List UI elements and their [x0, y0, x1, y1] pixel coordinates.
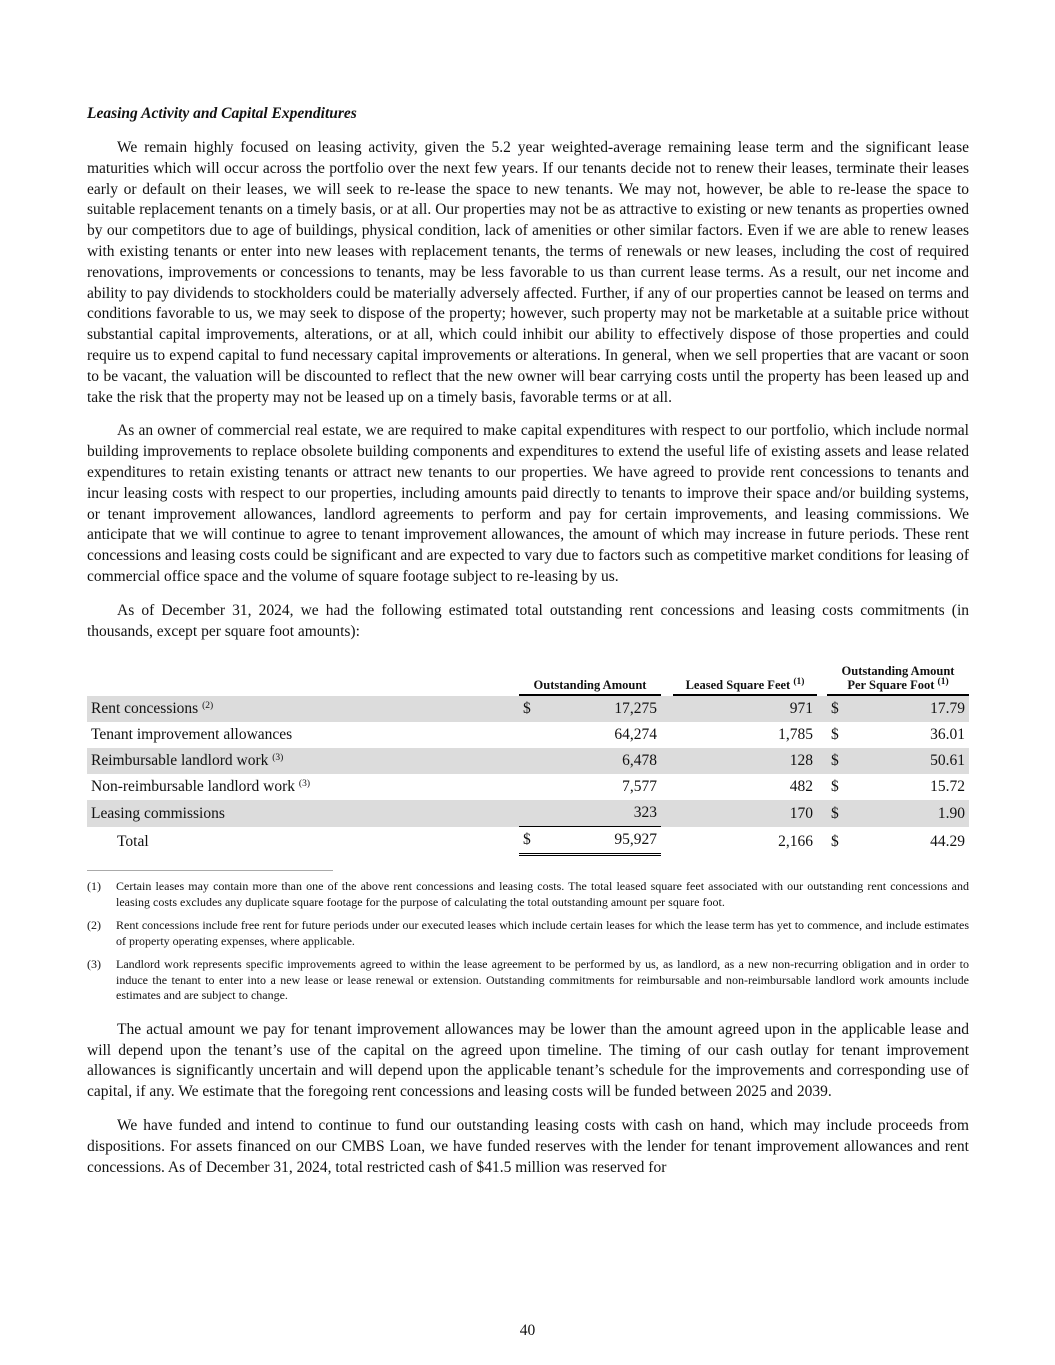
page-number: 40 — [519, 1322, 536, 1339]
paragraph-table-intro: As of December 31, 2024, we had the following estimated total outstanding rent concessions and leasing costs commitments (in thousands, except per square foot amounts): — [87, 601, 969, 640]
document-page — [87, 104, 969, 1191]
header-leased-square-feet: Leased Square Feet $^{(1)}$ — [673, 664, 817, 696]
table-header-row — [87, 664, 969, 696]
table-total-row: Total $ 95,927 2,166 $ 44.29 — [87, 827, 969, 856]
header-outstanding-amount: Outstanding Amount — [519, 664, 661, 696]
table-row: Rent concessions $^{(2)}$ $ 17,275 971 $ 17.79 — [87, 696, 969, 722]
paragraph-capital-expenditures: As an owner of commercial real estate, we are required to make capital expenditures with respect to our portfolio, which include normal building improvements to replace obsolete building components and expenditures to extend the useful life of existing assets and lease related expenditures to retain existing tenants or attract new tenants to our properties. We have agreed to provide rent concessions to tenants and incur leasing costs with respect to our properties, including amounts paid directly to tenants to improve their space and/or building systems, or tenant improvement allowances, landlord agreements to perform and pay for certain improvements, and leasing commissions. We anticipate that we will continue to agree to tenant improvement allowances, the amount of which may increase in future periods. These rent concessions and leasing costs could be significant and are expected to vary due to factors such as competitive market conditions for leasing of commercial office space and the volume of square footage subject to re-leasing by us. — [87, 422, 969, 585]
commitments-table — [87, 664, 969, 856]
paragraph-leasing-activity: We remain highly focused on leasing activity, given the 5.2 year weighted-average remaining lease term and the significant lease maturities which will occur across the portfolio over the next few years. If our tenants decide not to renew their leases, terminate their leases early or default on their leases, we will seek to re-lease the space to new tenants. We may not, however, be able to re-lease the space to suitable replacement tenants on a timely basis, or at all. Our properties may not be as attractive to existing or new tenants as properties owned by our competitors due to age of buildings, physical condition, lack of amenities or other similar factors. Even if we are able to renew leases with existing tenants or enter into new leases with replacement tenants, the terms of renewals or new leases, including the cost of required renovations, improvements or concessions to tenants, may be less favorable to us than current lease terms. As a result, our net income and ability to pay dividends to stockholders could be materially adversely affected. Further, if any of our properties cannot be leased on terms and conditions favorable to us, we may seek to dispose of the property; however, such property may not be marketable at a suitable price without substantial capital improvements, alterations, or at all, which could inhibit our ability to effectively dispose of those properties and could require us to expend capital to fund necessary capital improvements or alterations. In general, when we sell properties that are vacant or soon to be vacant, the valuation will be discounted to reflect that the new owner will bear carrying costs until the property has been leased up and take the risk that the property may not be leased up on a timely basis, favorable terms or at all. — [87, 139, 969, 406]
footnote-2: (2) Rent concessions include free rent for future periods under our executed leases which include certain leases for which the lease term has yet to commence, and include estimates of property operating expenses, where applicable. — [87, 918, 969, 948]
footnote-3: (3) Landlord work represents specific improvements agreed to within the lease agreement to be performed by us, as landlord, as a new non-recurring obligation and in order to induce the tenant to enter into a new lease or lease renewal or extension. Outstanding commitments for reimbursable and non-reimbursable landlord work amounts include estimates and are subject to change. — [87, 957, 969, 1003]
paragraph-tenant-improvement-timing: The actual amount we pay for tenant improvement allowances may be lower than the amount agreed upon in the applicable lease and will depend upon the tenant’s use of the capital on the agreed upon timeline. The timing of our cash outlay for tenant improvement allowances is significantly uncertain and will depend upon the applicable tenant’s schedule for the improvements and corresponding use of capital, if any. We estimate that the foregoing rent concessions and leasing costs will be funded between 2025 and 2039. — [87, 1020, 969, 1101]
table-row: Tenant improvement allowances 64,274 1,785 $ 36.01 — [91, 726, 965, 744]
section-heading: Leasing Activity and Capital Expenditures — [87, 105, 357, 122]
header-per-square-foot: Outstanding Amount Per Square Foot $^{(1)}$ — [827, 664, 969, 696]
paragraph-funding: We have funded and intend to continue to fund our outstanding leasing costs with cash on hand, which may include proceeds from dispositions. For assets financed on our CMBS Loan, we have funded reserves with the lender for tenant improvement allowances and rent concessions. As of December 31, 2024, total restricted cash of $41.5 million was reserved for — [87, 1117, 969, 1176]
table-row: Reimbursable landlord work $^{(3)}$ 6,478 128 $ 50.61 — [87, 748, 969, 774]
footnote-divider — [87, 870, 333, 871]
footnote-1: (1) Certain leases may contain more than one of the above rent concessions and leasing costs. The total leased square feet associated with our outstanding rent concessions and leasing costs excludes any duplicate square footage for the purpose of calculating the total outstanding amount per square foot. — [87, 879, 969, 909]
table-row: Non-reimbursable landlord work $^{(3)}$ 7,577 482 $ 15.72 — [91, 778, 965, 796]
table-row: Leasing commissions 323 170 $ 1.90 — [87, 800, 969, 827]
